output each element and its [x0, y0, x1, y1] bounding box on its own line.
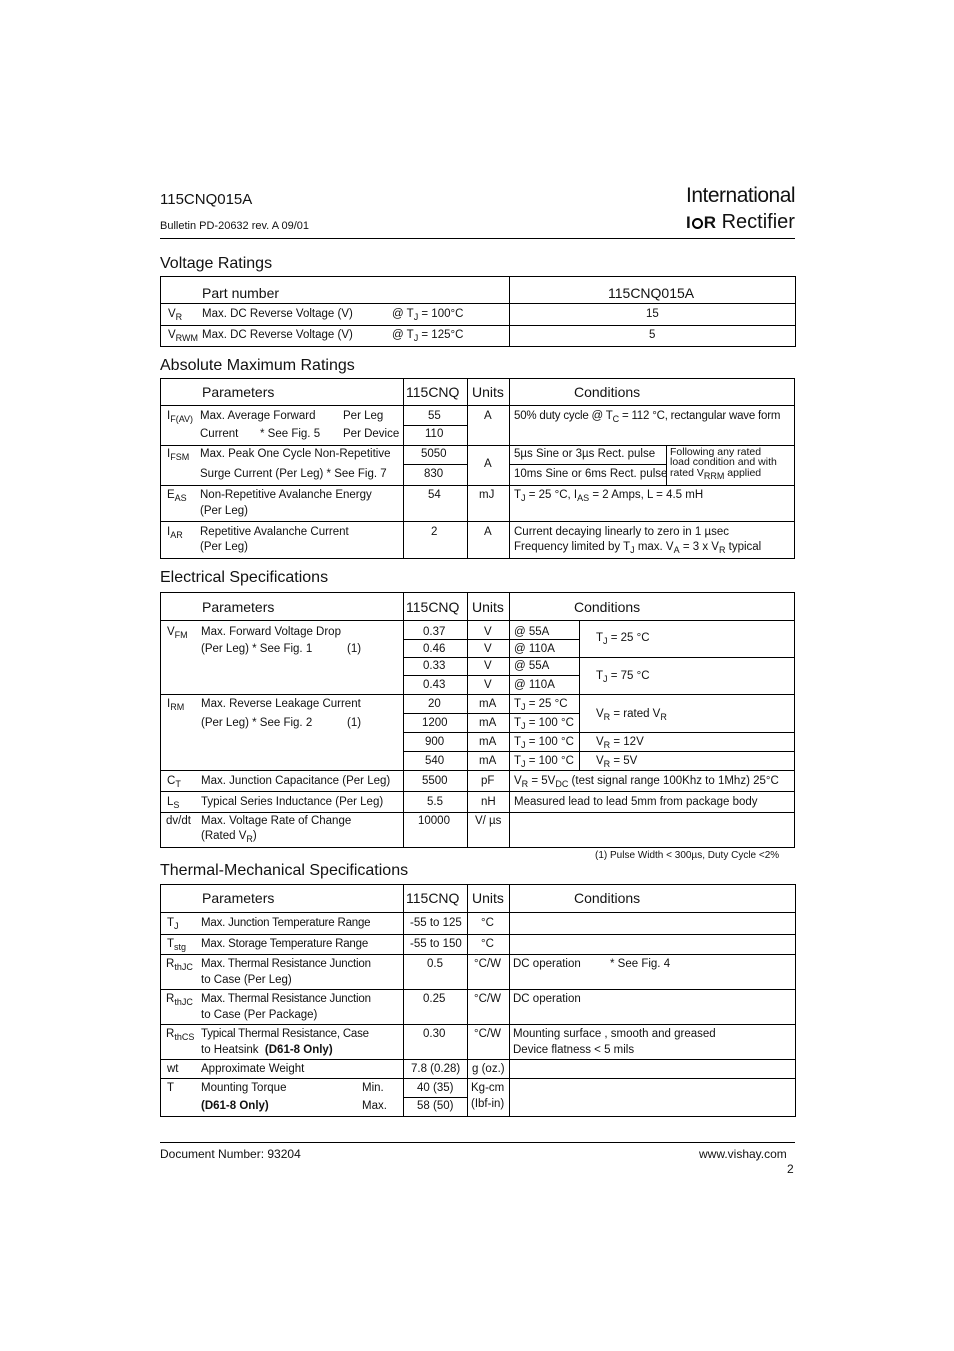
unit-iar: A: [484, 526, 492, 538]
logo-line1: International: [686, 184, 796, 207]
unit-rthjc-leg: °C/W: [474, 958, 501, 970]
unit-torque-1: Kg-cm: [471, 1082, 505, 1094]
cond-rthjc-leg: DC operation: [513, 958, 581, 970]
desc-dvdt-2: (Rated $V_R$): [201, 830, 257, 844]
sym-ct: $C_T$: [167, 775, 181, 789]
desc-ifsm-2: Surge Current (Per Leg) * See Fig. 7: [200, 468, 387, 480]
cond-ifav: 50% duty cycle @ $T_C = 112$ °C, rectangular wave form: [514, 410, 781, 424]
cond-vfm-1: @ 55A: [514, 626, 550, 638]
val-rthcs: 0.30: [423, 1028, 446, 1040]
desc-iar-2: (Per Leg): [200, 541, 248, 553]
cond-irm-vr1: $V_R$ = rated $V_R$: [596, 708, 667, 722]
val-vfm-1: 0.37: [423, 626, 446, 638]
desc-rthcs-2: to Heatsink (D61-8 Only): [201, 1044, 333, 1056]
unit-vfm-2: V: [484, 643, 492, 655]
val-vfm-2: 0.46: [423, 643, 446, 655]
section-title-elec: Electrical Specifications: [160, 569, 329, 586]
cond-vfm-t2: $T_J = 75$ °C: [596, 670, 650, 684]
hdr-part: 115CNQ: [406, 384, 460, 400]
desc-ct: Max. Junction Capacitance (Per Leg): [201, 775, 391, 787]
section-title-voltage: Voltage Ratings: [160, 255, 273, 272]
val-ifav-2: 110: [425, 428, 444, 440]
val-eas: 54: [428, 489, 441, 501]
desc-eas-2: (Per Leg): [200, 505, 248, 517]
desc-rthjc-pkg: Max. Thermal Resistance Junction: [201, 993, 371, 1005]
unit-irm-2: mA: [479, 717, 497, 729]
desc-ifav-dev: Per Device: [343, 428, 400, 440]
val-rthjc-pkg: 0.25: [423, 993, 446, 1005]
sym-ls: $L_S$: [167, 796, 180, 810]
val-irm-1: 20: [428, 698, 441, 710]
unit-dvdt: V/ µs: [475, 815, 502, 827]
hdr-units: Units: [472, 890, 504, 906]
cond-irm-4: $T_J = 100$ °C: [514, 755, 574, 769]
desc-ifav-2: Current: [200, 428, 239, 440]
hdr-units: Units: [472, 384, 504, 400]
desc-torque: Mounting Torque: [201, 1082, 287, 1094]
sym-irm: $I_{RM}$: [167, 698, 185, 712]
unit-irm-4: mA: [479, 755, 497, 767]
cond-vrwm: @ $T_J = 125^\circ C$: [392, 329, 464, 343]
desc-vrwm: Max. DC Reverse Voltage (V): [202, 329, 353, 341]
desc-ifav-fig: * See Fig. 5: [260, 428, 321, 440]
sym-eas: $E_{AS}$: [167, 489, 187, 503]
bulletin: Bulletin PD-20632 rev. A 09/01: [160, 220, 310, 232]
hdr-params: Parameters: [202, 384, 275, 400]
logo-ior: I R Rectifier: [686, 211, 795, 233]
hdr-units: Units: [472, 599, 504, 615]
val-vr: 15: [646, 308, 659, 320]
sym-rthjc-pkg: $R_{thJC}$: [166, 993, 193, 1007]
cond-irm-2: $T_J = 100$ °C: [514, 717, 574, 731]
desc-vfm-note: (1): [347, 643, 362, 655]
unit-rthjc-pkg: °C/W: [474, 993, 501, 1005]
unit-rthcs: °C/W: [474, 1028, 501, 1040]
desc-irm: Max. Reverse Leakage Current: [201, 698, 361, 710]
sym-tstg: $T_{stg}$: [167, 938, 187, 952]
cond-ifsm-1: 5µs Sine or 3µs Rect. pulse: [514, 448, 656, 460]
page-number: 2: [787, 1162, 794, 1176]
desc-ifsm: Max. Peak One Cycle Non-Repetitive: [200, 448, 391, 460]
hdr-params: Parameters: [202, 599, 275, 615]
val-vrwm: 5: [649, 329, 656, 341]
val-irm-4: 540: [425, 755, 445, 767]
logo-o-icon: [692, 218, 703, 229]
cond-vfm-2: @ 110A: [514, 643, 555, 655]
unit-vfm-1: V: [484, 626, 492, 638]
desc-irm-2: (Per Leg) * See Fig. 2: [201, 717, 313, 729]
col-part-value: 115CNQ015A: [608, 285, 695, 301]
cond-vfm-t1: $T_J = 25$ °C: [596, 632, 650, 646]
desc-vfm-2: (Per Leg) * See Fig. 1: [201, 643, 313, 655]
val-ifsm-1: 5050: [421, 448, 447, 460]
desc-vfm: Max. Forward Voltage Drop: [201, 626, 341, 638]
hdr-cond: Conditions: [574, 890, 641, 906]
unit-ct: pF: [481, 775, 495, 787]
unit-tstg: °C: [481, 938, 494, 950]
cond-rthjc-pkg: DC operation: [513, 993, 581, 1005]
val-torque-min: 40 (35): [417, 1082, 454, 1094]
desc-vr: Max. DC Reverse Voltage (V): [202, 308, 353, 320]
footer-url[interactable]: www.vishay.com: [699, 1147, 787, 1161]
section-title-absmax: Absolute Maximum Ratings: [160, 357, 355, 374]
desc-wt: Approximate Weight: [201, 1063, 305, 1075]
desc-dvdt: Max. Voltage Rate of Change: [201, 815, 352, 827]
sym-ifsm: $I_{FSM}$: [167, 448, 190, 462]
cond-ifsm-3c: rated VRRM applied: [670, 467, 762, 481]
cond-ct: $V_R = 5V_{DC}$ (test signal range 100Khz to 1Mhz) 25°C: [514, 775, 779, 789]
cond-irm-vr2: $V_R = 12V$: [596, 736, 644, 750]
unit-ifsm: A: [484, 458, 492, 470]
unit-ls: nH: [481, 796, 496, 808]
val-ifav-1: 55: [428, 410, 441, 422]
sym-vfm: $V_{FM}$: [167, 626, 188, 640]
cond-ifsm-2: 10ms Sine or 6ms Rect. pulse: [514, 468, 668, 480]
desc-ifav-leg: Per Leg: [343, 410, 384, 422]
desc-tj: Max. Junction Temperature Range: [201, 917, 371, 929]
unit-vfm-3: V: [484, 660, 492, 672]
val-ifsm-2: 830: [424, 468, 444, 480]
desc-torque-min: Min.: [362, 1082, 384, 1094]
document-number: Document Number: 93204: [160, 1147, 301, 1161]
val-tj: -55 to 125: [410, 917, 462, 929]
desc-rthjc-leg-2: to Case (Per Leg): [201, 974, 292, 986]
unit-eas: mJ: [479, 489, 495, 501]
pulse-note: (1) Pulse Width < 300µs, Duty Cycle <2%: [595, 850, 780, 861]
unit-irm-3: mA: [479, 736, 497, 748]
hdr-params: Parameters: [202, 890, 275, 906]
unit-torque-2: (Ibf-in): [471, 1098, 505, 1110]
val-dvdt: 10000: [418, 815, 450, 827]
val-irm-2: 1200: [422, 717, 448, 729]
val-iar: 2: [431, 526, 438, 538]
sym-vr: $V_R$: [168, 308, 183, 322]
unit-tj: °C: [481, 917, 494, 929]
desc-iar: Repetitive Avalanche Current: [200, 526, 349, 538]
unit-wt: g (oz.): [472, 1063, 505, 1075]
sym-rthjc-leg: $R_{thJC}$: [166, 958, 193, 972]
val-ls: 5.5: [427, 796, 443, 808]
val-vfm-3: 0.33: [423, 660, 446, 672]
desc-rthjc-leg: Max. Thermal Resistance Junction: [201, 958, 371, 970]
sym-ifav: $I_{F(AV)}$: [167, 410, 194, 424]
val-ct: 5500: [422, 775, 448, 787]
hdr-cond: Conditions: [574, 384, 641, 400]
sym-dvdt: dv/dt: [166, 815, 191, 827]
unit-irm-1: mA: [479, 698, 497, 710]
unit-ifav: A: [484, 410, 492, 422]
part-title: 115CNQ015A: [160, 191, 253, 208]
cond-rthjc-fig: * See Fig. 4: [610, 958, 671, 970]
cond-rthcs-2: Device flatness < 5 mils: [513, 1044, 635, 1056]
sym-iar: $I_{AR}$: [167, 526, 183, 540]
desc-torque-max: Max.: [362, 1100, 387, 1112]
section-title-thermal: Thermal-Mechanical Specifications: [160, 862, 409, 879]
desc-irm-note: (1): [347, 717, 362, 729]
val-tstg: -55 to 150: [410, 938, 462, 950]
val-vfm-4: 0.43: [423, 679, 446, 691]
cond-irm-vr3: $V_R = 5V$: [596, 755, 638, 769]
unit-vfm-4: V: [484, 679, 492, 691]
cond-eas: $T_J = 25$ °C, $I_{AS} = 2$ Amps, L = 4.5 mH: [514, 489, 704, 503]
sym-torque: T: [167, 1082, 175, 1094]
desc-eas: Non-Repetitive Avalanche Energy: [200, 489, 372, 501]
val-rthjc-leg: 0.5: [427, 958, 443, 970]
cond-ls: Measured lead to lead 5mm from package body: [514, 796, 758, 808]
col-part-number: Part number: [202, 285, 280, 301]
sym-vrwm: $V_{RWM}$: [168, 329, 199, 343]
desc-ifav: Max. Average Forward: [200, 410, 316, 422]
val-wt: 7.8 (0.28): [411, 1063, 461, 1075]
cond-irm-1: $T_J = 25$ °C: [514, 698, 568, 712]
hdr-part: 115CNQ: [406, 890, 460, 906]
desc-ls: Typical Series Inductance (Per Leg): [201, 796, 384, 808]
desc-rthjc-pkg-2: to Case (Per Package): [201, 1009, 318, 1021]
sym-tj: $T_J$: [167, 917, 179, 931]
desc-rthcs: Typical Thermal Resistance, Case: [201, 1028, 369, 1040]
cond-vr: @ $T_J = 100^\circ C$: [392, 308, 464, 322]
cond-iar-2: Frequency limited by $T_J$ max. $V_A = 3$ x $V_R$ typical: [514, 541, 762, 555]
sym-wt: wt: [167, 1063, 179, 1075]
cond-vfm-3: @ 55A: [514, 660, 550, 672]
cond-rthcs-1: Mounting surface , smooth and greased: [513, 1028, 716, 1040]
cond-vfm-4: @ 110A: [514, 679, 555, 691]
cond-irm-3: $T_J = 100$ °C: [514, 736, 574, 750]
val-torque-max: 58 (50): [417, 1100, 454, 1112]
hdr-cond: Conditions: [574, 599, 641, 615]
hdr-part: 115CNQ: [406, 599, 460, 615]
sym-rthcs: $R_{thCS}$: [166, 1028, 195, 1042]
val-irm-3: 900: [425, 736, 445, 748]
cond-iar-1: Current decaying linearly to zero in 1 µsec: [514, 526, 730, 538]
desc-torque-2: (D61-8 Only): [201, 1100, 269, 1112]
cond-ifsm-3b: load condition and with: [670, 456, 777, 468]
cond-ifsm-3a: Following any rated: [670, 446, 762, 458]
desc-tstg: Max. Storage Temperature Range: [201, 938, 369, 950]
